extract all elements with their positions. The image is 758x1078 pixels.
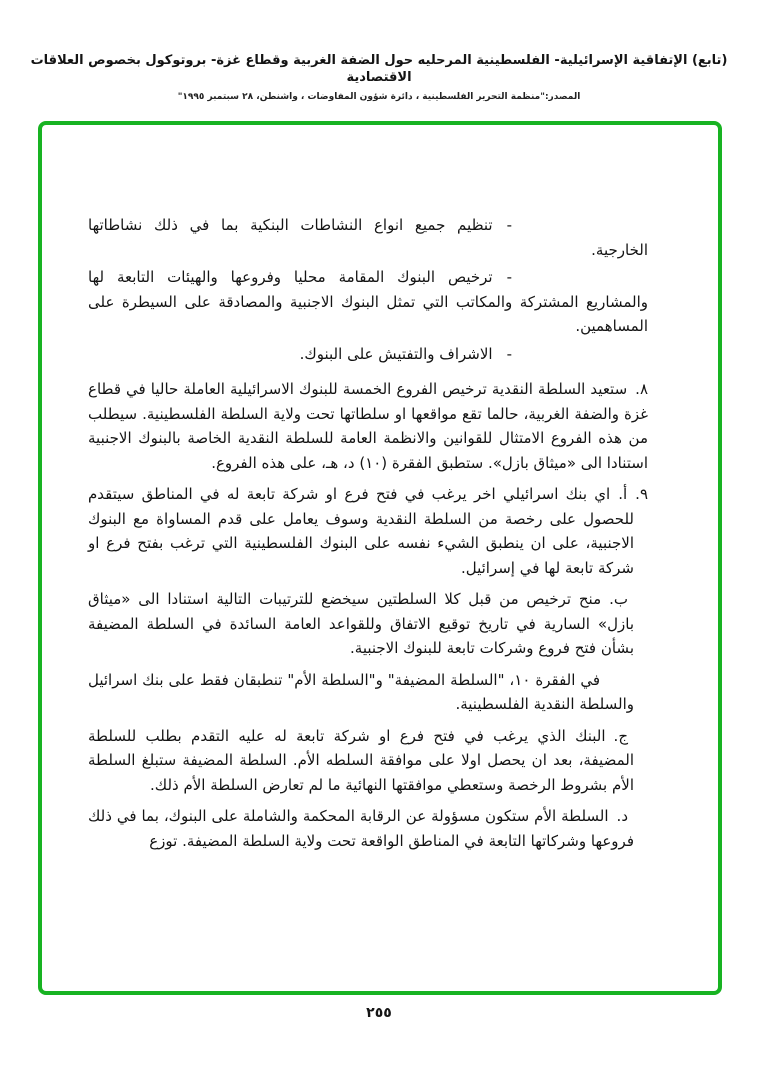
- sub-item-d-text: السلطة الأم ستكون مسؤولة عن الرقابة المحكمة والشاملة على البنوك، بما في ذلك فروعها وشركاتها التابعة في المناطق الواقعة تحت ولاية السلطة المضيفة. توزع: [88, 807, 634, 850]
- bullet-text: تنظيم جميع انواع النشاطات البنكية بما في ذلك نشاطاتها الخارجية.: [88, 216, 648, 259]
- bullet-list: [88, 213, 648, 366]
- bullet-text: الاشراف والتفتيش على البنوك.: [299, 344, 493, 363]
- paragraph-10-note: في الفقرة ١٠، "السلطة المضيفة" و"السلطة الأم" تنطبقان فقط على بنك اسرائيل والسلطة النقدية الفلسطينية.: [88, 670, 634, 713]
- item-9a-letter: أ.: [618, 485, 628, 503]
- item-9-number: ٩.: [635, 485, 648, 503]
- document-title: (تابع) الإتفاقية الإسرائيلية- الفلسطينية المرحليه حول الضفة الغربية وقطاع غزة- بروتوكول بخصوص العلاقات الاقتصادية: [30, 53, 728, 85]
- bullet-item: [88, 213, 648, 262]
- sub-item-d: [88, 804, 648, 853]
- dash-marker: -: [506, 268, 512, 286]
- sub-item-d-letter: د.: [616, 807, 628, 825]
- item-9a-text: اي بنك اسرائيلي اخر يرغب في فتح فرع او شركة تابعة له في المناطق سيتقدم للحصول على رخصة من السلطة النقدية وسوف يعامل على قدم المساواة مع البنوك الاجنبية، على ان ينطبق الشيء نفسه على البنوك الفلسطينية التي ترغب بفتح فرع او شركة تابعة لها في إسرائيل.: [88, 485, 634, 577]
- sub-item-c-text: البنك الذي يرغب في فتح فرع او شركة تابعة له عليه التقدم بطلب للسلطة المضيفة، بعد ان يحصل اولا على موافقة السلطه الأم. السلطة المضيفة ستبلغ السلطة الأم بشروط الرخصة وستعطي موافقتها النهائية ما لم تعارض السلطة الأم ذلك.: [88, 726, 634, 794]
- bullet-text: ترخيص البنوك المقامة محليا وفروعها والهيئات التابعة لها والمشاريع المشتركة والمكاتب التي تمثل البنوك الاجنبية والمصادقة على السيطرة على المساهمين.: [88, 268, 648, 335]
- dash-marker: -: [506, 344, 512, 363]
- item-9a: [88, 482, 648, 580]
- document-frame: [38, 121, 722, 995]
- document-body: [42, 125, 718, 853]
- sub-item-b: [88, 587, 648, 661]
- bullet-item: [88, 265, 648, 339]
- item-8: [88, 377, 648, 475]
- sub-item-c-letter: ج.: [613, 726, 628, 745]
- item-8-number: ٨.: [635, 380, 648, 398]
- item-8-text: ستعيد السلطة النقدية ترخيص الفروع الخمسة للبنوك الاسرائيلية العاملة حاليا في قطاع غزة والضفة الغربية، حالما تقع مواقعها او سلطاتها تحت ولاية السلطة الفلسطينية. سيطلب من هذه الفروع الامتثال للقوانين والانظمة العامة للسلطة النقدية الخاصة بالبنوك الاجنبية استنادا الى «ميثاق بازل». ستطبق الفقرة (١٠) د، هـ، على هذه الفروع.: [88, 380, 648, 472]
- dash-marker: -: [506, 216, 512, 234]
- sub-item-c: [88, 724, 648, 798]
- document-source-line: المصدر:"منظمة التحرير الفلسطينية ، دائرة شؤون المفاوضات ، واشنطن، ٢٨ سبتمبر ١٩٩٥": [177, 92, 581, 102]
- page-number: ٢٥٥: [366, 1005, 392, 1021]
- sub-item-b-letter: ب.: [609, 590, 628, 608]
- bullet-item: [88, 342, 648, 367]
- page-header: [0, 52, 758, 102]
- sub-item-b-text: منح ترخيص من قبل كلا السلطتين سيخضع للترتيبات التالية استنادا الى «ميثاق بازل» السارية في تاريخ توقيع الاتفاق وللقواعد العامة السائدة في السلطة المضيفة بشأن فتح فروع وشركات تابعة للبنوك الاجنبية.: [88, 590, 634, 657]
